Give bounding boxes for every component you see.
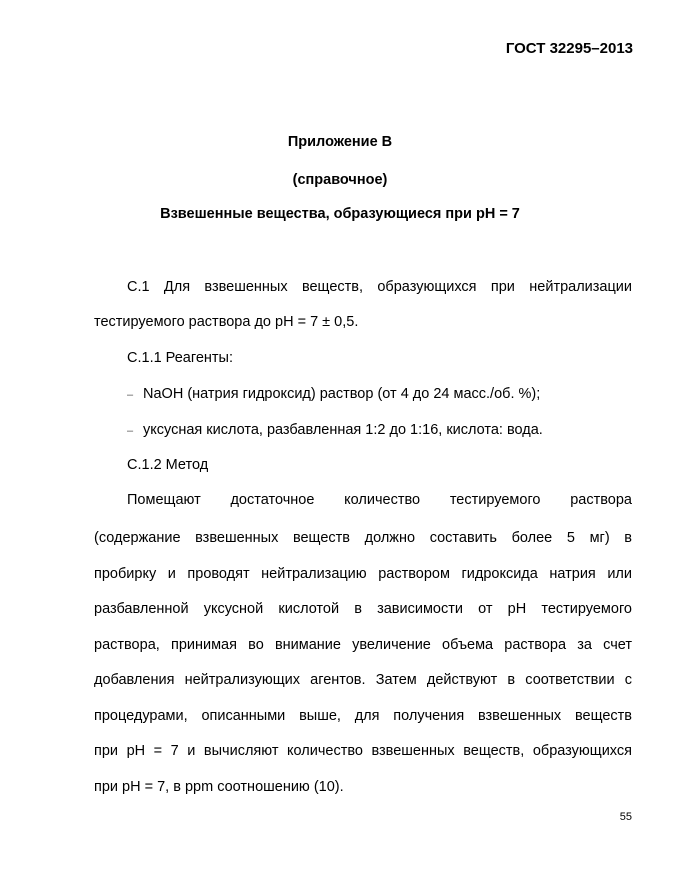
method-line: при pH = 7, в ppm соотношению (10). bbox=[94, 779, 344, 795]
bullet-item: уксусная кислота, разбавленная 1:2 до 1:16, кислота: вода. bbox=[143, 422, 543, 438]
section-c12-heading: С.1.2 Метод bbox=[127, 457, 209, 473]
method-line: разбавленной уксусной кислотой в зависимости от pH тестируемого bbox=[94, 601, 632, 617]
page-number: 55 bbox=[619, 811, 632, 823]
paragraph-c1-line1: С.1 Для взвешенных веществ, образующихся при нейтрализации bbox=[127, 279, 632, 295]
method-line: процедурами, описанными выше, для получения взвешенных веществ bbox=[94, 708, 632, 724]
section-c11-heading: С.1.1 Реагенты: bbox=[127, 350, 233, 366]
appendix-subtitle: Взвешенные вещества, образующиеся при pH = 7 bbox=[160, 206, 520, 222]
bullet-dash-icon: – bbox=[127, 425, 134, 437]
document-number: ГОСТ 32295–2013 bbox=[505, 40, 633, 57]
method-line: добавления нейтрализующих агентов. Затем действуют в соответствии с bbox=[94, 672, 632, 688]
method-line: (содержание взвешенных веществ должно составить более 5 мг) в bbox=[94, 530, 632, 546]
bullet-dash-icon: – bbox=[127, 389, 134, 401]
method-line: пробирку и проводят нейтрализацию раствором гидроксида натрия или bbox=[94, 566, 632, 582]
method-line: при pH = 7 и вычисляют количество взвешенных веществ, образующихся bbox=[94, 743, 632, 759]
method-line: раствора, принимая во внимание увеличение объема раствора за счет bbox=[94, 637, 632, 653]
appendix-title: Приложение B bbox=[287, 134, 393, 150]
paragraph-c1-line2: тестируемого раствора до pH = 7 ± 0,5. bbox=[94, 314, 359, 330]
method-line: Помещают достаточное количество тестируемого раствора bbox=[127, 492, 632, 508]
appendix-type: (справочное) bbox=[292, 172, 388, 188]
bullet-item: NaOH (натрия гидроксид) раствор (от 4 до 24 масс./об. %); bbox=[143, 386, 541, 402]
